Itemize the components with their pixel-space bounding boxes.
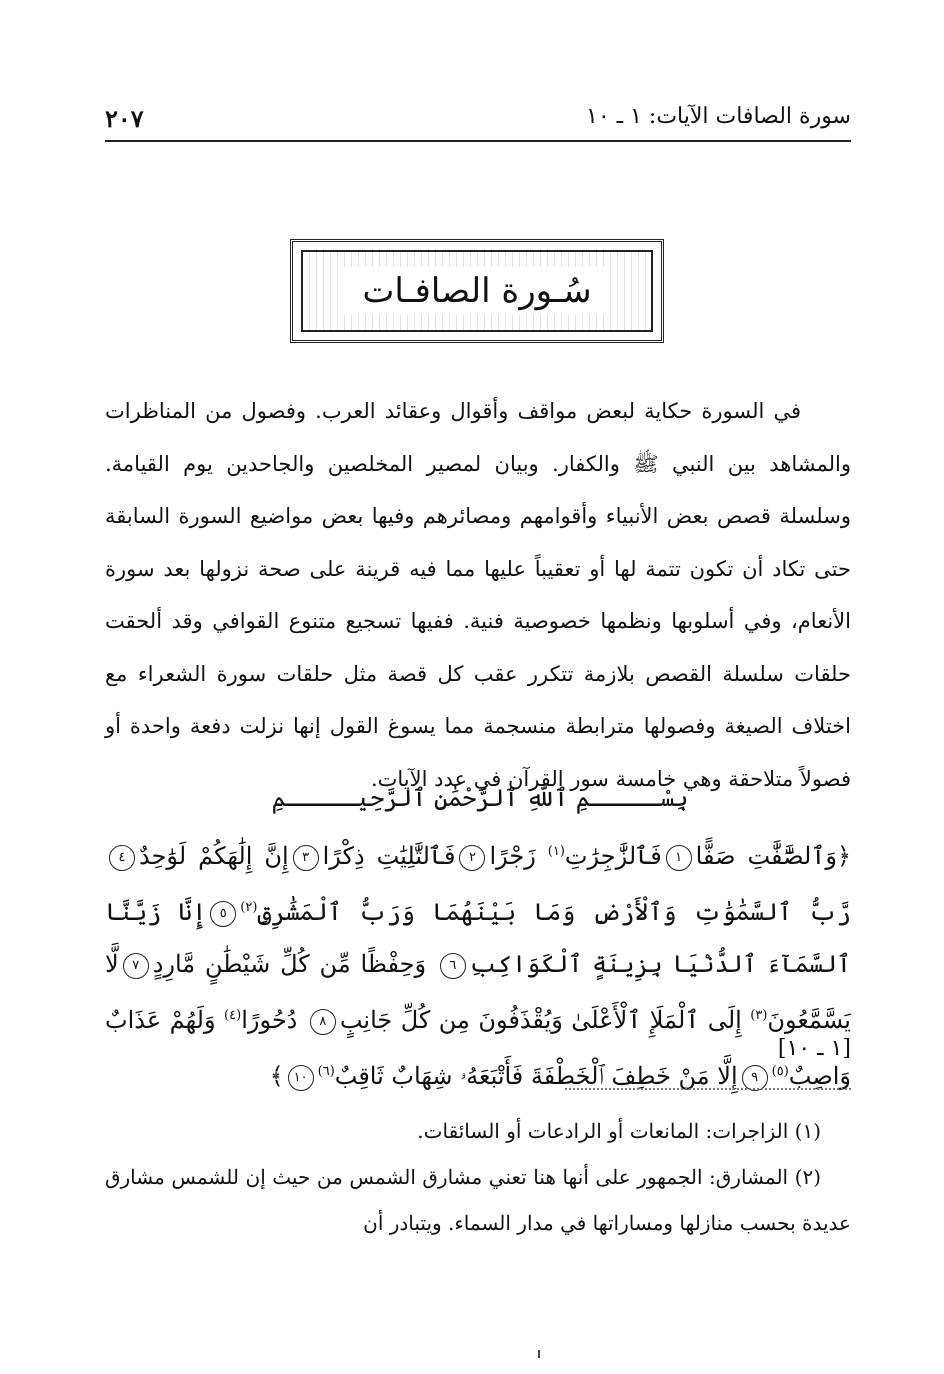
verse-number-5: ٥ <box>210 901 236 927</box>
verse-number-1: ١ <box>666 845 692 871</box>
verse-number-2: ٢ <box>459 845 485 871</box>
verse-3: فَٱلتَّٰلِيَٰتِ ذِكْرًا <box>322 842 456 870</box>
quran-verses <box>105 826 851 1102</box>
surah-title: سُـورة الصافـات <box>344 267 609 315</box>
footnote-1: (١) الزاجرات: المانعات أو الرادعات أو السائقات. <box>417 1119 821 1143</box>
verse-6: إِنَّا زَيَّنَّا ٱلسَّمَآءَ ٱلدُّنْيَا بِزِينَةٍ ٱلْكَوَاكِبِ <box>105 898 851 978</box>
header-rule <box>105 140 851 142</box>
footnote-ref-3: (٣) <box>750 1008 768 1023</box>
verse-open-bracket: ﴿ <box>836 842 852 870</box>
footnote-ref-4: (٤) <box>224 1008 242 1023</box>
basmala: بِسْـــــمِ ٱللَّهِ ٱلرَّحْمَٰنِ ٱلرَّحِيـــــمِ <box>271 784 689 812</box>
verse-number-8: ٨ <box>310 1009 336 1035</box>
verse-4: إِنَّ إِلَٰهَكُمْ لَوَٰحِدٌ <box>139 842 289 870</box>
footnotes <box>105 1108 851 1246</box>
verse-5: رَّبُّ ٱلسَّمَٰوَٰتِ وَٱلْأَرْضِ وَمَا بَيْنَهُمَا وَرَبُّ ٱلْمَشَٰرِقِ <box>257 898 851 926</box>
verse-9: دُحُورًا <box>241 1006 298 1034</box>
verse-number-7: ٧ <box>123 953 149 979</box>
verse-10: إِلَّا مَنْ خَطِفَ ٱلْخَطْفَةَ فَأَتْبَعَهُۥ شِهَابٌ ثَاقِبٌ <box>334 1062 738 1090</box>
header-title: سورة الصافات الآيات: ١ ـ ١٠ <box>586 104 851 129</box>
page-header <box>105 100 851 136</box>
footnote-ref-5: (٥) <box>771 1064 789 1079</box>
verse-2-tail: زَجْرًا <box>489 842 536 870</box>
footnote-ref-2: (٢) <box>240 900 258 915</box>
verse-2: فَٱلزَّٰجِرَٰتِ <box>564 842 662 870</box>
verse-9-tail: وَلَهُمْ عَذَابٌ وَاصِبٌ <box>105 1006 851 1090</box>
verse-range: [١ ـ ١٠] <box>777 1036 851 1061</box>
footnote-2: (٢) المشارق: الجمهور على أنها هنا تعني مشارق الشمس من حيث إن للشمس مشارق عديدة بحسب منازلها ومساراتها في مدار السماء. ويتبادر أن <box>105 1165 851 1235</box>
footnote-separator <box>565 1088 851 1090</box>
intro-paragraph: في السورة حكاية لبعض مواقف وأقوال وعقائد العرب. وفصول من المناظرات والمشاهد بين النبي ﷺ والكفار. وبيان لمصير المخلصين والجاحدين يوم القيامة. وسلسلة قصص بعض الأنبياء وأقوامهم ومصائرهم وفيها بعض مواضيع السورة السابقة حتى تكاد أن تكون تتمة لها أو تعقيباً عليها مما فيه قرينة على صحة نزولها بعد سورة الأنعام، وفي أسلوبها ونظمها خصوصية فنية. ففيها تسجيع متنوع القوافي وقد ألحقت حلقات سلسلة القصص بلازمة تتكرر عقب كل قصة مثل حلقات سورة الشعراء مع اختلاف الصيغة وفصولها مترابطة منسجمة مما يسوغ القول إنها نزلت دفعة واحدة أو فصولاً متلاحقة وهي خامسة سور القرآن في عدد الآيات. <box>105 399 851 791</box>
verse-8-tail: إِلَى ٱلْمَلَإِ ٱلْأَعْلَىٰ وَيُقْذَفُونَ مِن كُلِّ جَانِبٍ <box>339 1006 742 1034</box>
verse-number-6: ٦ <box>440 953 466 979</box>
verse-8: لَّا يَسَّمَّعُونَ <box>105 950 851 1034</box>
verse-7: وَحِفْظًا مِّن كُلِّ شَيْطَٰنٍ مَّارِدٍ <box>152 950 427 978</box>
verse-number-10: ١٠ <box>288 1065 314 1091</box>
verse-number-4: ٤ <box>109 845 135 871</box>
footnote-ref-6: (٦) <box>317 1064 335 1079</box>
verse-close-bracket: ﴾ <box>269 1062 284 1090</box>
verse-1: وَٱلصَّٰٓفَّٰتِ صَفًّا <box>695 842 837 870</box>
page-number: ٢٠٧ <box>105 104 144 133</box>
surah-title-frame-inner <box>301 250 653 332</box>
page-mark <box>538 1350 540 1358</box>
verse-number-9: ٩ <box>742 1065 768 1091</box>
surah-title-frame <box>290 239 664 343</box>
verse-number-3: ٣ <box>293 845 319 871</box>
footnote-ref-1: (١) <box>547 844 565 859</box>
